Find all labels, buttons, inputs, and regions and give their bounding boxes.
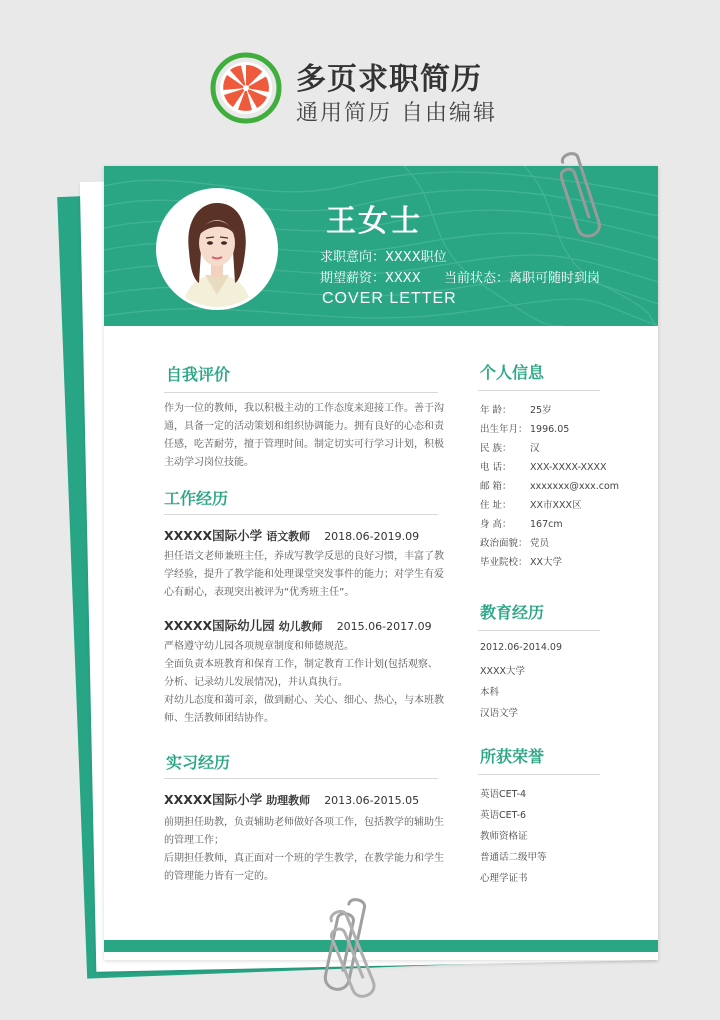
job-org: XXXXX国际幼儿园 xyxy=(164,618,275,633)
info-row: 毕业院校： XX大学 xyxy=(480,557,563,568)
intern-org: XXXXX国际小学 xyxy=(164,792,263,807)
divider xyxy=(164,778,438,779)
honor-item: 教师资格证 xyxy=(480,831,528,842)
divider xyxy=(164,392,438,393)
intern-title: 实习经历 xyxy=(166,753,231,772)
intern-line: 前期担任助教，负责辅助老师做好各项工作，包括教学的辅助生的管理工作； xyxy=(164,817,444,846)
job-intent: 求职意向：XXXX职位 xyxy=(320,250,447,265)
divider xyxy=(478,630,600,631)
paperclip-icon xyxy=(306,896,396,1006)
job-heading xyxy=(164,616,432,634)
info-row: 身 高： 167cm xyxy=(480,519,563,530)
brand-title: 多页求职简历 xyxy=(296,62,482,97)
paperclip-icon xyxy=(560,148,604,244)
candidate-name: 王女士 xyxy=(326,204,422,239)
honor-item: 心理学证书 xyxy=(480,873,528,884)
self-eval-title: 自我评价 xyxy=(166,365,231,384)
honors-title: 所获荣誉 xyxy=(480,747,545,766)
resume-page xyxy=(104,166,658,960)
info-row: 民 族： 汉 xyxy=(480,443,540,454)
divider xyxy=(478,774,600,775)
self-eval-text: 作为一位的教师，我以积极主动的工作态度来迎接工作。善于沟通，具备一定的活动策划和组织协调能力。拥有良好的心态和责任感，吃苦耐劳，擅于管理时间。制定切实可行学习计划，积极主动学习岗位技能。 xyxy=(164,403,444,468)
info-row: 出生年月： 1996.05 xyxy=(480,424,570,435)
honor-item: 英语CET-6 xyxy=(480,810,527,821)
intern-line: 后期担任教师，真正面对一个班的学生教学，在教学能力和学生的管理能力皆有一定的。 xyxy=(164,853,444,882)
grapefruit-logo-icon xyxy=(210,52,282,124)
job-description xyxy=(164,638,444,728)
education-item: 汉语文学 xyxy=(480,708,519,719)
job-role: 语文教师 xyxy=(266,530,311,543)
portrait-illustration-icon xyxy=(159,191,275,307)
info-row: 住 址： XX市XXX区 xyxy=(480,500,582,511)
job-org: XXXXX国际小学 xyxy=(164,528,263,543)
info-row: 邮 箱： xxxxxxx@xxx.com xyxy=(480,481,620,492)
info-row: 政治面貌： 党员 xyxy=(480,538,550,549)
education-item: 本科 xyxy=(480,687,500,698)
education-item: XXXX大学 xyxy=(480,666,526,677)
brand-subtitle: 通用简历 自由编辑 xyxy=(296,101,497,126)
intern-heading xyxy=(164,790,419,808)
avatar xyxy=(156,188,278,310)
job-date: 2018.06-2019.09 xyxy=(324,530,420,543)
job-heading xyxy=(164,526,419,544)
job-line: 严格遵守幼儿园各项规章制度和师德规范。 xyxy=(164,641,354,652)
job-description: 担任语文老师兼班主任，养成写教学反思的良好习惯，丰富了教学经验，提升了教学能和处理课堂突发事件的能力；对学生有爱心有耐心，表现突出被评为“优秀班主任”。 xyxy=(164,551,444,598)
personal-title: 个人信息 xyxy=(480,363,545,382)
intern-description xyxy=(164,814,444,886)
divider xyxy=(478,390,600,391)
expected-salary: 期望薪资：XXXX xyxy=(320,271,421,286)
job-date: 2015.06-2017.09 xyxy=(336,620,432,633)
job-line: 全面负责本班教育和保育工作，制定教育工作计划(包括观察、分析、记录幼儿发展情况)，并认真执行。 xyxy=(164,659,438,688)
job-line: 对幼儿态度和蔼可亲，做到耐心、关心、细心、热心，与本班教师、生活教师团结协作。 xyxy=(164,695,444,724)
education-title: 教育经历 xyxy=(480,603,545,622)
divider xyxy=(164,514,438,515)
honor-item: 普通话二级甲等 xyxy=(480,852,547,863)
work-title: 工作经历 xyxy=(164,489,229,508)
honor-item: 英语CET-4 xyxy=(480,789,527,800)
cover-letter-label: COVER LETTER xyxy=(322,290,457,307)
education-item: 2012.06-2014.09 xyxy=(480,642,562,653)
job-role: 幼儿教师 xyxy=(278,620,323,633)
intern-date: 2013.06-2015.05 xyxy=(324,794,420,807)
intern-role: 助理教师 xyxy=(266,794,311,807)
current-status: 当前状态：离职可随时到岗 xyxy=(444,271,601,286)
info-row: 电 话： XXX-XXXX-XXXX xyxy=(480,462,607,473)
info-row: 年 龄： 25岁 xyxy=(480,405,552,416)
brand-header xyxy=(210,50,530,130)
